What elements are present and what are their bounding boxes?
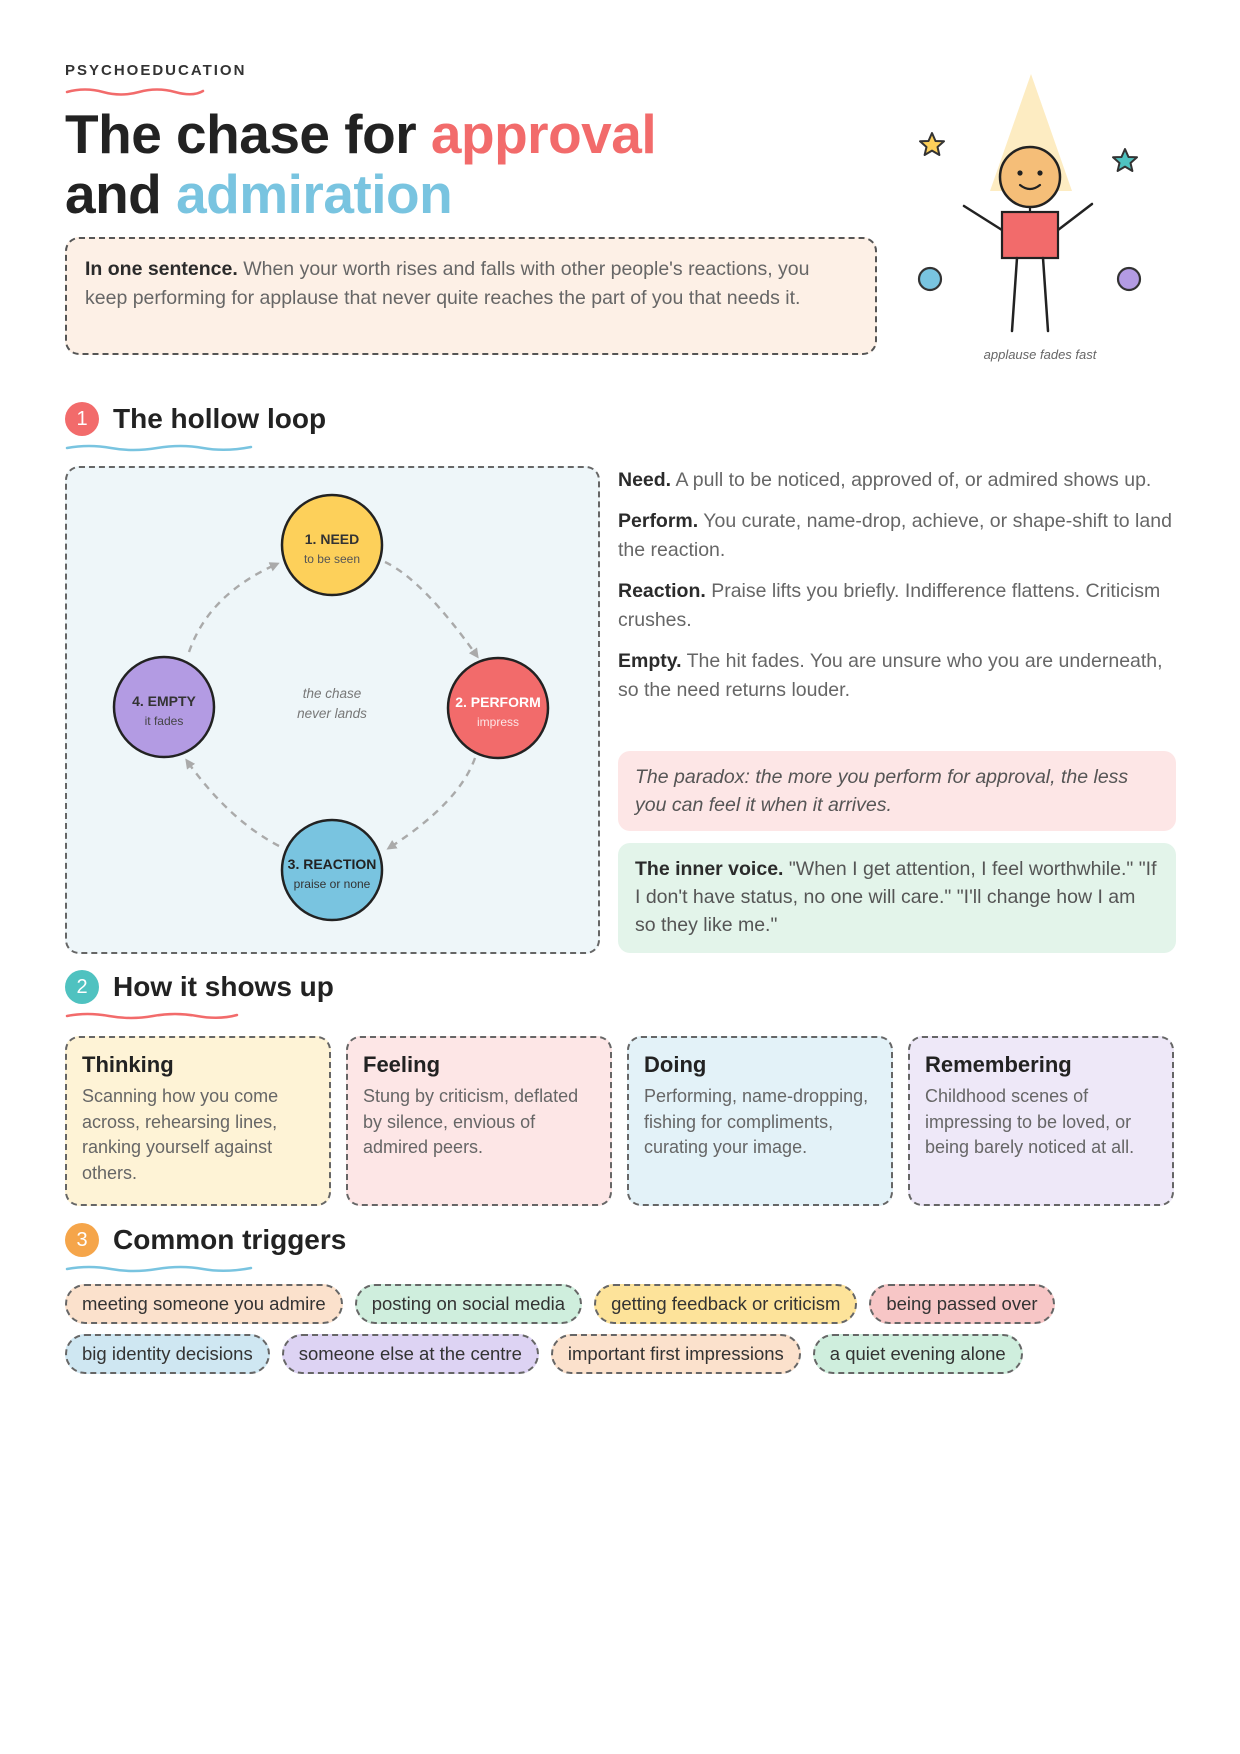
loop-node-need-title: 1. NEED [304, 531, 360, 547]
paradox-callout: The paradox: the more you perform for approval, the less you can feel it when it arrives. [618, 751, 1176, 831]
star-icon [1113, 149, 1137, 171]
arrow-reaction-to-empty [187, 761, 279, 846]
card-remembering-title: Remembering [925, 1052, 1072, 1077]
summary-box [65, 237, 877, 355]
title-highlight-admiration: admiration [176, 163, 453, 225]
definition-need: Need. A pull to be noticed, approved of, or admired shows up. [618, 469, 1152, 491]
card-remembering [908, 1036, 1174, 1206]
loop-center-line1: the chase [302, 686, 362, 701]
inner-voice-lead: The inner voice. [635, 858, 784, 880]
summary-lead: In one sentence. [85, 258, 238, 280]
section-2-underline [65, 1011, 240, 1021]
arrow-need-to-perform [385, 562, 477, 656]
dot-blue [919, 268, 941, 290]
loop-center-line2: never lands [297, 706, 367, 721]
inner-voice-text: "When I get attention, I feel worthwhile." "If I don't have status, no one will care." "I'll change how I am so they like me." [635, 858, 1157, 936]
star-icon [920, 133, 944, 155]
card-thinking-text: Scanning how you come across, rehearsing lines, ranking yourself against others. [82, 1086, 279, 1183]
loop-diagram [65, 466, 600, 954]
trigger-chip: posting on social media [355, 1284, 582, 1324]
loop-node-reaction-sub: praise or none [293, 877, 371, 891]
trigger-chip: getting feedback or criticism [594, 1284, 857, 1324]
card-doing-title: Doing [644, 1052, 707, 1077]
definition-reaction: Reaction. Praise lifts you briefly. Indifference flattens. Criticism crushes. [618, 580, 1161, 631]
arrow-empty-to-need [189, 564, 277, 652]
loop-node-perform-title: 2. PERFORM [455, 694, 541, 710]
summary-text: When your worth rises and falls with other people's reactions, you keep performing for applause that never quite reaches the part of you that needs it. [85, 258, 810, 309]
definition-empty: Empty. The hit fades. You are unsure who you are underneath, so the need returns louder. [618, 650, 1163, 701]
loop-node-empty [114, 657, 214, 757]
trigger-chip: important first impressions [551, 1334, 801, 1374]
loop-node-need [282, 495, 382, 595]
arrow-perform-to-reaction [389, 758, 475, 848]
section-3-badge: 3 [65, 1223, 99, 1257]
trigger-chip: someone else at the centre [282, 1334, 539, 1374]
loop-node-reaction-title: 3. REACTION [287, 856, 377, 872]
section-1-header [65, 402, 326, 436]
section-1-underline [65, 443, 255, 453]
card-feeling-text: Stung by criticism, deflated by silence, envious of admired peers. [363, 1086, 579, 1157]
loop-node-empty-title: 4. EMPTY [132, 693, 196, 709]
figure-body [1002, 212, 1058, 258]
triggers-row-2 [65, 1334, 1185, 1374]
card-doing-text: Performing, name-dropping, fishing for compliments, curating your image. [644, 1086, 869, 1157]
loop-definitions [618, 466, 1178, 717]
kicker-underline [65, 86, 205, 96]
card-feeling [346, 1036, 612, 1206]
card-doing [627, 1036, 893, 1206]
page-title: The chase for approval and admiration [65, 103, 657, 225]
section-3-underline [65, 1264, 255, 1274]
performer-illustration [900, 66, 1170, 366]
triggers-row-1 [65, 1284, 1185, 1324]
section-1-badge: 1 [65, 402, 99, 436]
kicker-label: PSYCHOEDUCATION [65, 62, 247, 79]
section-2-title: How it shows up [113, 971, 334, 1002]
section-3-title: Common triggers [113, 1224, 347, 1255]
loop-node-empty-sub: it fades [144, 714, 184, 728]
section-3-header [65, 1223, 346, 1257]
section-1-title: The hollow loop [113, 403, 327, 434]
section-2-badge: 2 [65, 970, 99, 1004]
loop-node-reaction [282, 820, 382, 920]
title-highlight-approval: approval [430, 103, 657, 165]
trigger-chip: a quiet evening alone [813, 1334, 1023, 1374]
card-thinking-title: Thinking [82, 1052, 174, 1077]
loop-node-perform-sub: impress [476, 715, 520, 729]
card-remembering-text: Childhood scenes of impressing to be loved, or being barely noticed at all. [925, 1086, 1135, 1157]
figure-head [1000, 147, 1060, 207]
loop-node-perform [448, 658, 548, 758]
dot-purple [1118, 268, 1140, 290]
figure-caption: applause fades fast [983, 347, 1097, 362]
trigger-chip: big identity decisions [65, 1334, 270, 1374]
loop-node-need-sub: to be seen [303, 552, 361, 566]
card-thinking [65, 1036, 331, 1206]
trigger-chip: meeting someone you admire [65, 1284, 343, 1324]
inner-voice-callout [618, 843, 1176, 953]
trigger-chip: being passed over [869, 1284, 1054, 1324]
card-feeling-title: Feeling [363, 1052, 441, 1077]
definition-perform: Perform. You curate, name-drop, achieve, or shape-shift to land the reaction. [618, 510, 1172, 561]
section-2-header [65, 970, 334, 1004]
